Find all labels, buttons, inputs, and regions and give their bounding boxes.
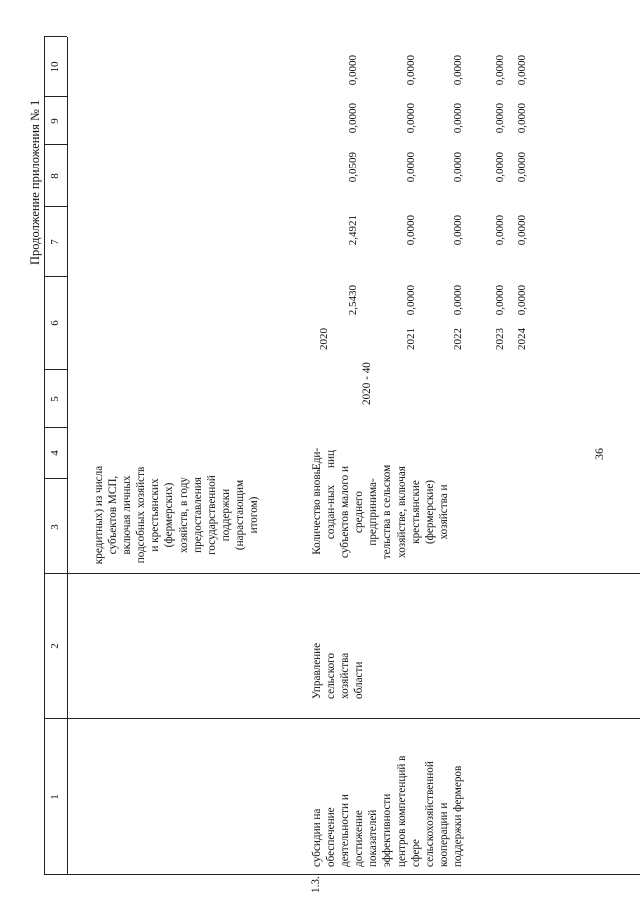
col-number-9: 9 [49, 118, 61, 124]
col-number-4: 4 [49, 450, 61, 456]
col-number-10: 10 [49, 61, 61, 73]
value-cell-9: 0,0000 [452, 103, 464, 134]
value-cell-10: 0,0000 [347, 55, 359, 86]
value-cell-6: 0,0000 [516, 285, 528, 316]
value-cell-7: 0,0000 [452, 215, 464, 246]
value-cell-10: 0,0000 [452, 55, 464, 86]
period: 2020 - 40 [361, 362, 373, 405]
value-cell-6: 2,5430 [347, 285, 359, 316]
unit: Еди-ниц [311, 447, 338, 471]
col-number-6: 6 [49, 320, 61, 326]
value-cell-6: 0,0000 [405, 285, 417, 316]
year-cell: 2020 [318, 328, 330, 350]
value-cell-8: 0,0000 [494, 152, 506, 183]
value-cell-8: 0,0000 [405, 152, 417, 183]
value-cell-9: 0,0000 [516, 103, 528, 134]
value-cell-9: 0,0000 [494, 103, 506, 134]
value-cell-6: 0,0000 [452, 285, 464, 316]
col-number-5: 5 [49, 396, 61, 402]
appendix-caption: Продолжение приложения № 1 [28, 99, 42, 265]
row-number: 1.3. [310, 876, 322, 893]
col-number-1: 1 [49, 794, 61, 800]
col-number-7: 7 [49, 239, 61, 245]
value-cell-6: 0,0000 [494, 285, 506, 316]
value-cell-10: 0,0000 [494, 55, 506, 86]
value-cell-8: 0,0509 [347, 152, 359, 183]
value-cell-7: 0,0000 [405, 215, 417, 246]
col-number-2: 2 [49, 643, 61, 649]
year-cell: 2023 [494, 328, 506, 350]
col-number-8: 8 [49, 173, 61, 179]
value-cell-7: 0,0000 [494, 215, 506, 246]
value-cell-8: 0,0000 [516, 152, 528, 183]
year-cell: 2024 [516, 328, 528, 350]
indicator-continued-text: кредитных) из числа субъектов МСП, включая личных подсобных хозяйств и крестьянских (фермерских) хозяйств, в году предоставления государственной поддержки (нарастающим итогом) [93, 465, 261, 565]
indicator-name: Количество вновь создан-ных субъектов малого и среднего предпринима-тельства в сельском хозяйстве, включая крестьянские (фермерские) хозяйства и [311, 464, 450, 560]
page-number: 36 [592, 448, 606, 460]
value-cell-7: 2,4921 [347, 215, 359, 246]
col-number-3: 3 [49, 524, 61, 530]
value-cell-10: 0,0000 [405, 55, 417, 86]
year-cell: 2022 [452, 328, 464, 350]
measure-name: субсидии на обеспечение деятельности и достижение показателей эффективности центров компетенций в сфере сельскохозяйственной кооперации и поддержки фермеров [311, 755, 464, 867]
value-cell-7: 0,0000 [516, 215, 528, 246]
value-cell-8: 0,0000 [452, 152, 464, 183]
value-cell-9: 0,0000 [347, 103, 359, 134]
executor: Управление сельского хозяйства области [311, 642, 366, 699]
year-cell: 2021 [405, 328, 417, 350]
value-cell-9: 0,0000 [405, 103, 417, 134]
value-cell-10: 0,0000 [516, 55, 528, 86]
